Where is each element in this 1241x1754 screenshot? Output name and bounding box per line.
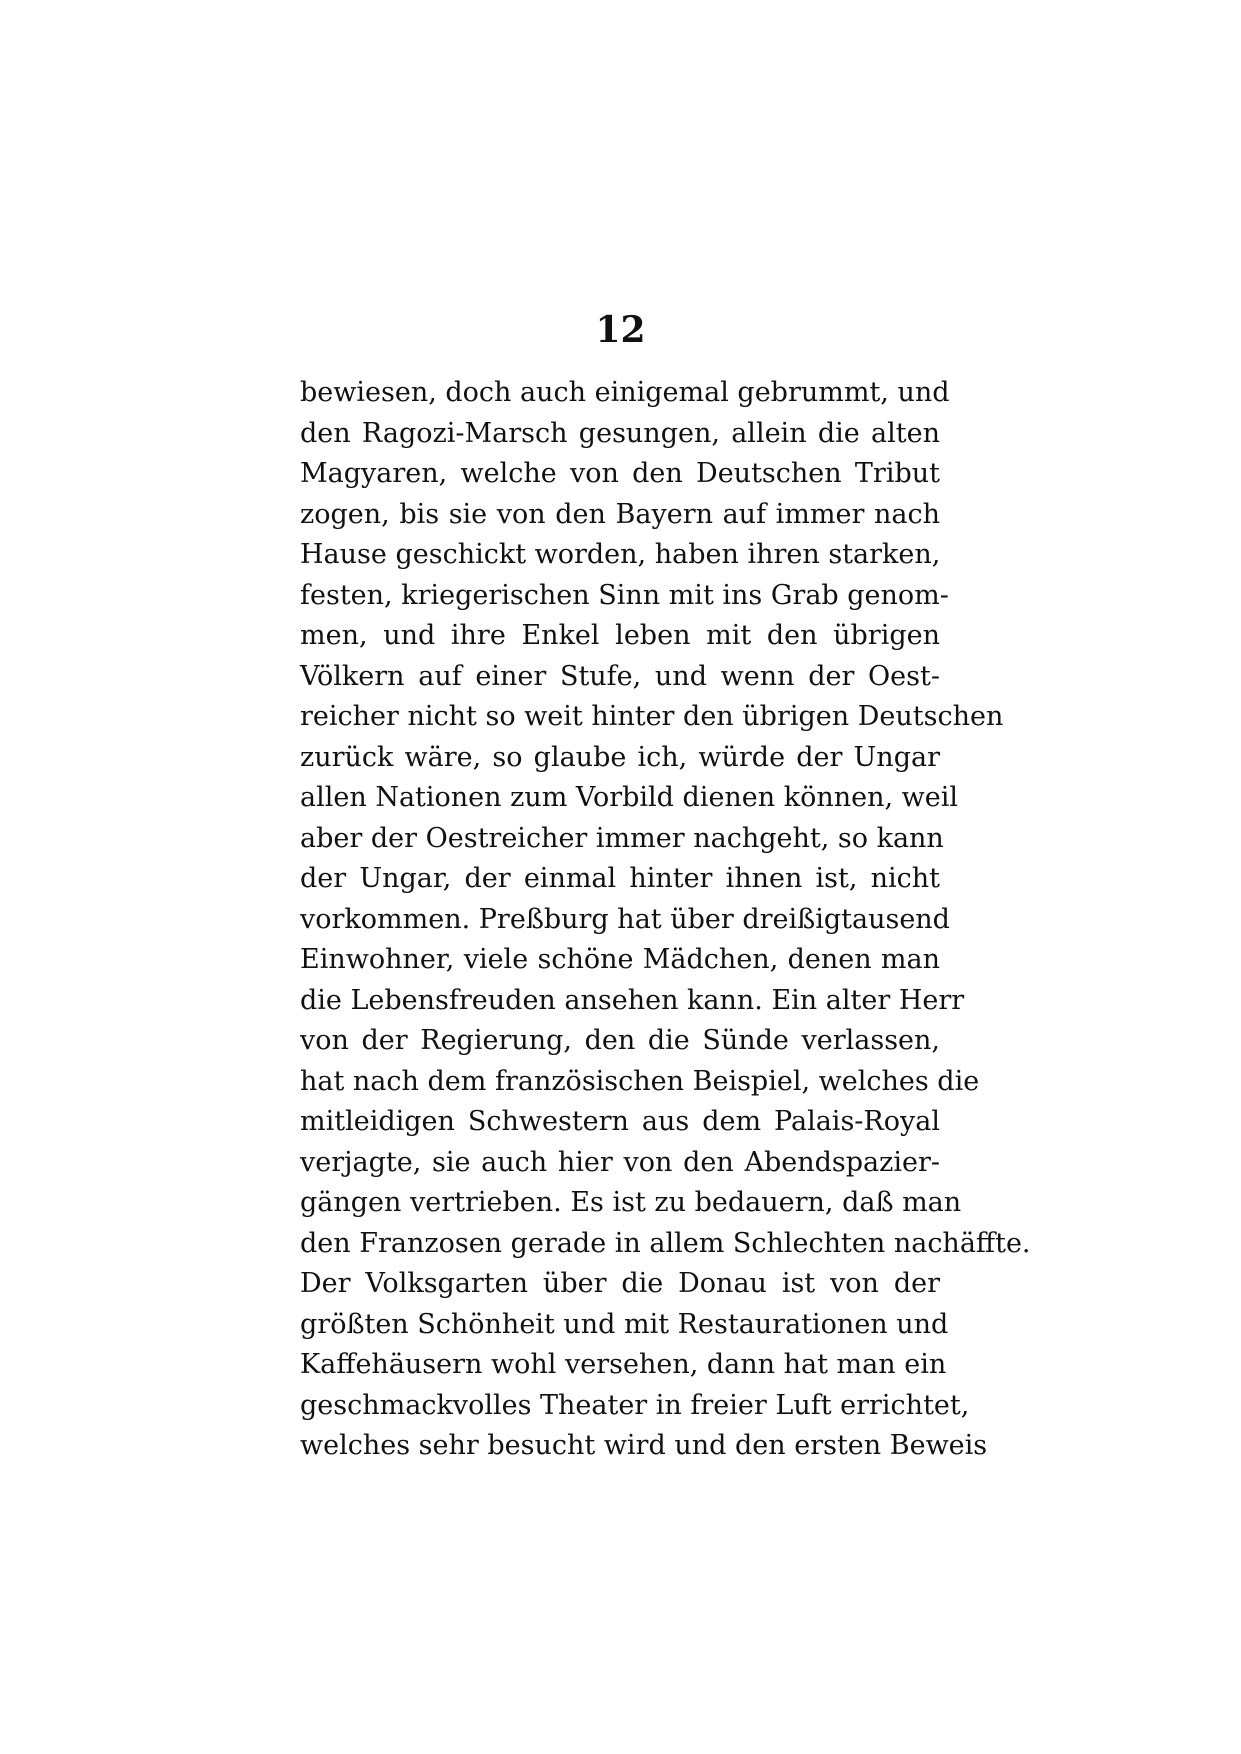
text-line: geschmackvolles Theater in freier Luft errichtet,: [300, 1389, 970, 1421]
text-line: Kaffehäusern wohl versehen, dann hat man ein: [300, 1349, 947, 1380]
text-line: Magyaren, welche von den Deutschen Tribut: [300, 458, 940, 489]
text-line: Hause geschickt worden, haben ihren starken,: [300, 539, 941, 570]
text-line: zogen, bis sie von den Bayern auf immer nach: [300, 498, 940, 530]
text-line: verjagte, sie auch hier von den Abendspazier-: [300, 1146, 940, 1178]
text-line: aber der Oestreicher immer nachgeht, so kann: [300, 822, 944, 854]
text-line: welches sehr besucht wird und den ersten Beweis: [300, 1430, 988, 1461]
text-line: mitleidigen Schwestern aus dem Palais-Royal: [300, 1106, 940, 1137]
text-line: Völkern auf einer Stufe, und wenn der Oest-: [300, 660, 940, 692]
text-line: Der Volksgarten über die Donau ist von der: [300, 1268, 940, 1299]
text-line: allen Nationen zum Vorbild dienen können, weil: [300, 782, 959, 813]
text-line: festen, kriegerischen Sinn mit ins Grab genom-: [300, 579, 949, 611]
text-line: von der Regierung, den die Sünde verlassen,: [300, 1025, 940, 1056]
text-line: der Ungar, der einmal hinter ihnen ist, nicht: [300, 863, 940, 894]
text-line: den Ragozi-Marsch gesungen, allein die alten: [300, 417, 940, 449]
text-line: größten Schönheit und mit Restaurationen und: [300, 1308, 949, 1340]
text-line: den Franzosen gerade in allem Schlechten nachäffte.: [300, 1227, 1031, 1259]
text-line: bewiesen, doch auch einigemal gebrummt, und: [300, 377, 950, 408]
text-line: vorkommen. Preßburg hat über dreißigtausend: [300, 903, 950, 935]
body-text: [300, 373, 1031, 1467]
text-line: gängen vertrieben. Es ist zu bedauern, daß man: [300, 1187, 962, 1218]
text-line: men, und ihre Enkel leben mit den übrigen: [300, 620, 940, 651]
text-line: Einwohner, viele schöne Mädchen, denen man: [300, 944, 940, 975]
text-line: hat nach dem französischen Beispiel, welches die: [300, 1065, 980, 1097]
text-line: zurück wäre, so glaube ich, würde der Ungar: [300, 741, 940, 773]
text-line: reicher nicht so weit hinter den übrigen Deutschen: [300, 701, 1004, 732]
page-number: 12: [595, 309, 646, 351]
text-line: die Lebensfreuden ansehen kann. Ein alter Herr: [300, 984, 965, 1016]
